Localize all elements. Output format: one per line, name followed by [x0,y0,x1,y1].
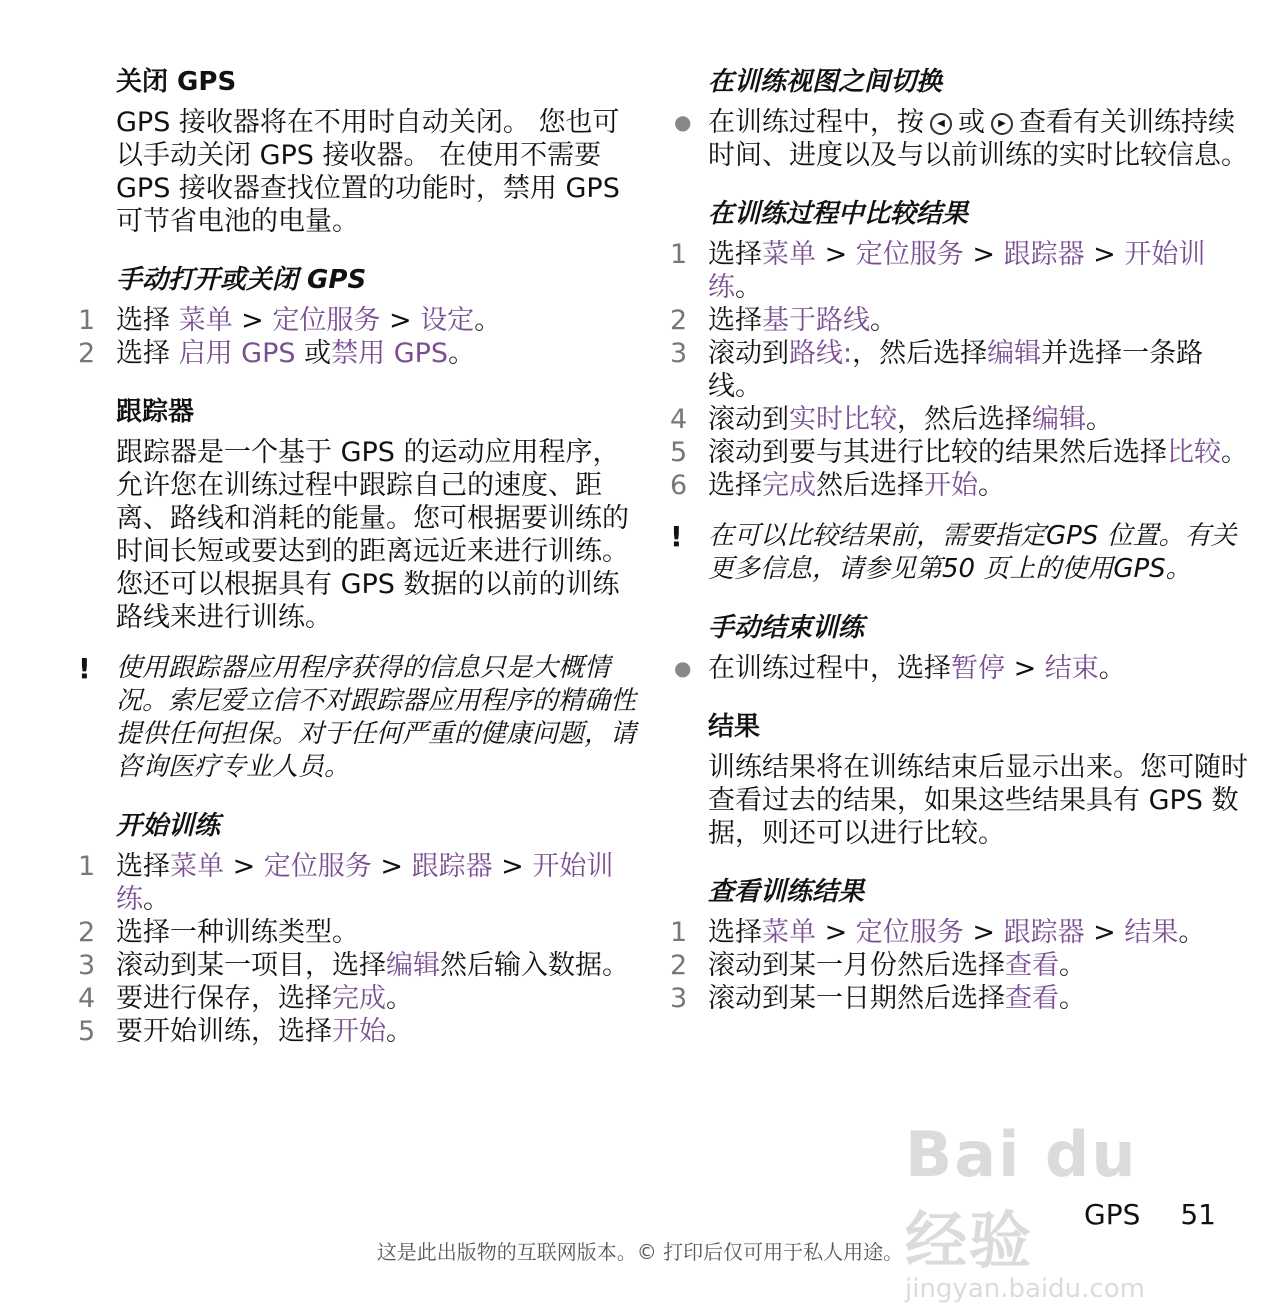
menu-link: 编辑 [1032,404,1086,435]
section-title: 结果 [708,712,761,742]
footer-section-name: GPS [1084,1198,1141,1231]
step-text: 滚动到某一项目，选择编辑然后输入数据。 [116,950,629,981]
menu-link: 定位服务 [855,239,964,270]
section-title: 查看训练结果 [708,877,865,907]
menu-link: 定位服务 [272,305,381,336]
menu-link: 路线: [789,338,853,369]
step-item [78,1015,638,1048]
menu-link: 菜单 [762,917,816,948]
step-number: 3 [670,338,688,369]
menu-link: 跟踪器 [1003,239,1085,270]
menu-link: 禁用 GPS [331,338,449,369]
step-text: 要开始训练，选择开始。 [116,1016,413,1047]
step-number: 2 [670,305,688,336]
menu-link: 菜单 [170,851,224,882]
step-item [670,304,1250,337]
step-list [78,850,638,1048]
step-number: 3 [78,950,96,981]
step-item [670,916,1250,949]
step-item [78,949,638,982]
step-item [78,916,638,949]
section-title: 在训练视图之间切换 [708,67,943,97]
step-number: 1 [78,305,96,336]
step-number: 1 [78,851,96,882]
section-end-training [670,612,1250,685]
right-column [670,66,1250,1041]
menu-link: 基于路线 [762,305,870,336]
warning-icon: ! [670,520,683,553]
section-turn-off-gps [78,66,638,238]
step-item [670,949,1250,982]
nav-right-icon: ▶ [991,113,1013,135]
note-gps-position [670,520,1250,586]
section-switch-views [670,66,1250,172]
step-text: 选择基于路线。 [708,305,897,336]
section-title: 开始训练 [116,811,221,841]
menu-link: 定位服务 [855,917,964,948]
step-text: 选择菜单 > 定位服务 > 跟踪器 > 开始训练。 [116,851,614,915]
menu-link: 跟踪器 [1003,917,1085,948]
step-number: 5 [78,1016,96,1047]
bullet-item [670,106,1250,172]
menu-link: 暂停 [951,653,1005,684]
bullet-icon: ● [674,656,692,680]
menu-link: 完成 [332,983,386,1014]
menu-link: 开始 [924,470,978,501]
step-text: 选择 启用 GPS 或禁用 GPS。 [116,338,476,369]
page-number: 51 [1180,1198,1216,1231]
section-title: 在训练过程中比较结果 [708,199,969,229]
section-tracker [78,396,638,634]
menu-link: 查看 [1005,950,1059,981]
step-text: 选择菜单 > 定位服务 > 跟踪器 > 开始训练。 [708,239,1206,303]
step-text: 选择菜单 > 定位服务 > 跟踪器 > 结果。 [708,917,1206,948]
step-list [670,916,1250,1015]
step-text: 选择完成然后选择开始。 [708,470,1005,501]
step-number: 4 [78,983,96,1014]
step-number: 2 [78,917,96,948]
step-list [670,238,1250,502]
step-text: 选择一种训练类型。 [116,917,359,948]
step-text: 滚动到要与其进行比较的结果然后选择比较。 [708,437,1248,468]
step-item [78,304,638,337]
step-number: 1 [670,239,688,270]
step-item [78,982,638,1015]
left-column [78,66,638,1074]
step-text: 滚动到实时比较，然后选择编辑。 [708,404,1113,435]
note-disclaimer [78,652,638,784]
menu-link: 开始训练 [708,239,1206,303]
note-text: 使用跟踪器应用程序获得的信息只是大概情况。索尼爱立信不对跟踪器应用程序的精确性提供任何担保。对于任何严重的健康问题，请咨询医疗专业人员。 [116,653,637,782]
step-text: 滚动到路线:，然后选择编辑并选择一条路线。 [708,338,1204,402]
menu-link: 实时比较 [789,404,897,435]
menu-link: 结束 [1044,653,1099,684]
step-text: 滚动到某一月份然后选择查看。 [708,950,1086,981]
menu-link: 编辑 [987,338,1042,369]
step-item [670,337,1250,403]
section-start-training [78,810,638,1048]
nav-left-icon: ◀ [930,113,952,135]
menu-link: 跟踪器 [411,851,493,882]
section-view-results [670,876,1250,1015]
note-text: 在可以比较结果前，需要指定GPS 位置。有关更多信息，请参见第50 页上的使用GPS。 [708,521,1237,584]
step-number: 1 [670,917,688,948]
step-text: 要进行保存，选择完成。 [116,983,413,1014]
section-paragraph: GPS 接收器将在不用时自动关闭。 您也可以手动关闭 GPS 接收器。 在使用不需要GPS 接收器查找位置的功能时，禁用 GPS 可节省电池的电量。 [116,107,620,237]
bullet-icon: ● [674,110,692,134]
step-number: 4 [670,404,688,435]
section-title: 手动结束训练 [708,613,865,643]
section-paragraph: 训练结果将在训练结束后显示出来。您可随时查看过去的结果，如果这些结果具有 GPS 数据，则还可以进行比较。 [708,752,1248,849]
section-paragraph: 跟踪器是一个基于 GPS 的运动应用程序，允许您在训练过程中跟踪自己的速度、距离、路线和消耗的能量。您可根据要训练的时间长短或要达到的距离远近来进行训练。您还可以根据具有 GPS 数据的以前的训练路线来进行训练。 [116,437,629,633]
step-text: 滚动到某一日期然后选择查看。 [708,983,1086,1014]
section-compare-results [670,198,1250,502]
step-number: 5 [670,437,688,468]
step-number: 2 [670,950,688,981]
step-text: 选择 菜单 > 定位服务 > 设定。 [116,305,502,336]
menu-link: 编辑 [386,950,440,981]
warning-icon: ! [78,652,91,685]
menu-link: 开始 [332,1016,386,1047]
step-item [78,850,638,916]
menu-link: 比较 [1167,437,1221,468]
menu-link: 查看 [1005,983,1059,1014]
step-item [670,469,1250,502]
step-list [78,304,638,370]
section-results [670,711,1250,850]
step-number: 2 [78,338,96,369]
watermark-brand: Bai du 经验 [905,1118,1138,1277]
page-footer [1044,1198,1216,1231]
step-item [670,982,1250,1015]
step-number: 6 [670,470,688,501]
menu-link: 设定 [420,305,475,336]
step-item [670,436,1250,469]
copyright-note: 这是此出版物的互联网版本。© 打印后仅可用于私人用途。 [376,1240,904,1264]
menu-link: 开始训练 [116,851,614,915]
section-title: 关闭 GPS [116,67,237,97]
watermark-url: jingyan.baidu.com [905,1274,1145,1304]
menu-link: 菜单 [762,239,816,270]
section-title: 手动打开或关闭 GPS [116,265,367,295]
section-manual-gps [78,264,638,370]
step-number: 3 [670,983,688,1014]
menu-link: 定位服务 [263,851,372,882]
bullet-text: 在训练过程中，选择暂停 > 结束。 [708,653,1126,684]
menu-link: 完成 [762,470,816,501]
menu-link: 菜单 [178,305,233,336]
bullet-item [670,652,1250,685]
section-title: 跟踪器 [116,397,195,427]
menu-link: 启用 GPS [178,338,296,369]
step-item [670,403,1250,436]
bullet-text: 在训练过程中，按 ◀ 或 ▶ 查看有关训练持续时间、进度以及与以前训练的实时比较信息。 [708,107,1248,171]
step-item [78,337,638,370]
menu-link: 结果 [1124,917,1179,948]
step-item [670,238,1250,304]
